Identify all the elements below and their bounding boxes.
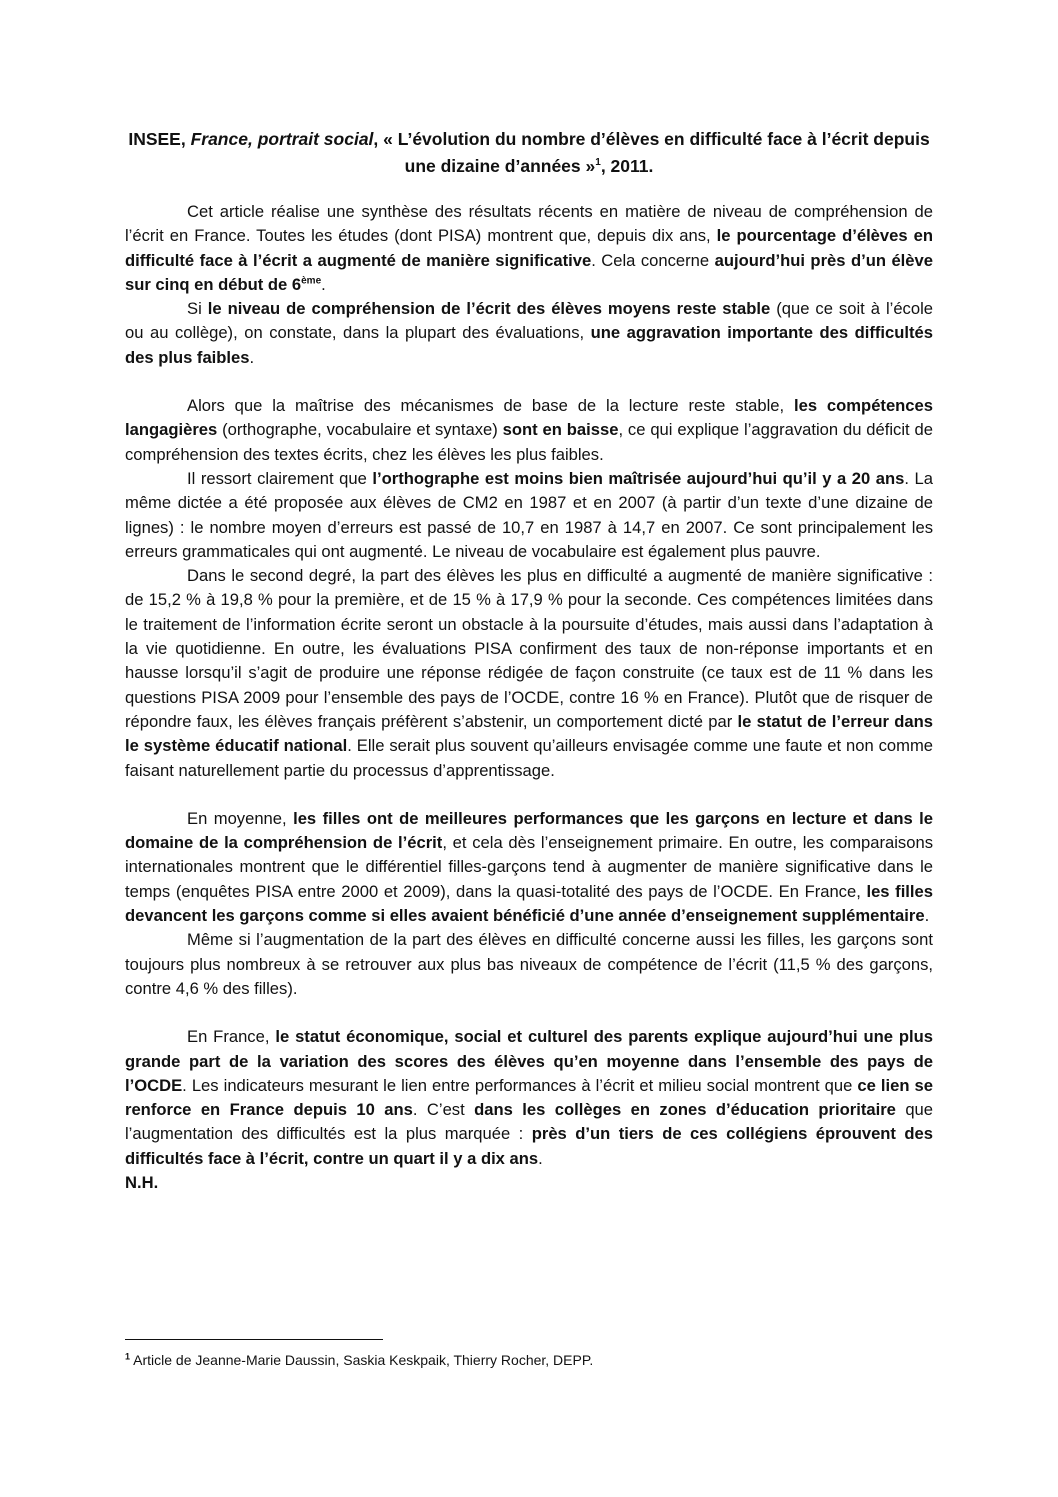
paragraph-8 — [125, 1025, 933, 1171]
text: . Elle serait plus souvent qu’ailleurs envisagée comme une faute et non comme faisant naturellement partie du processus d’apprentissage. — [125, 736, 933, 780]
paragraph-1 — [125, 200, 933, 297]
text: Cet article réalise une synthèse des résultats récents en matière de niveau de compréhension de l’écrit en France. Toutes les études (dont PISA) montrent que, depuis dix ans, — [125, 202, 933, 246]
superscript: ème — [301, 275, 322, 287]
emphasis: les filles ont de meilleures performances que les garçons en lecture et dans le domaine de la compréhension de l’écrit — [125, 808, 934, 853]
footnote-reference: 1 — [595, 157, 601, 169]
text: . — [538, 1148, 543, 1168]
text: (orthographe, vocabulaire et syntaxe) — [217, 420, 503, 440]
document-body — [125, 200, 933, 1195]
title-article: , « L’évolution du nombre d’élèves en difficulté face à l’écrit depuis une dizaine d’années » — [373, 129, 930, 176]
text: Même si l’augmentation de la part des élèves en difficulté concerne aussi les filles, les garçons sont toujours plus nombreux à se retrouver aux plus bas niveaux de compétence de l’écrit (11,5 % des garçons, contre 4,6 % des filles). — [125, 930, 933, 998]
text: que l’augmentation des difficultés est la plus marquée : — [125, 1100, 934, 1144]
title-year: , 2011. — [600, 156, 654, 176]
paragraph-spacer — [125, 1001, 933, 1025]
text: . C’est — [412, 1100, 475, 1120]
emphasis: le niveau de compréhension de l’écrit des élèves moyens reste stable — [207, 299, 771, 319]
emphasis: aujourd’hui près d’un élève sur cinq en début de 6 — [125, 250, 933, 294]
title-source: INSEE, — [128, 129, 191, 149]
text: Il ressort clairement que — [187, 468, 373, 488]
paragraph-spacer — [125, 370, 933, 394]
footnote-number: 1 — [125, 1351, 131, 1362]
title-publication: France, portrait social — [190, 129, 374, 149]
text: En moyenne, — [187, 808, 294, 828]
footnote-text: Article de Jeanne-Marie Daussin, Saskia Keskpaik, Thierry Rocher, DEPP. — [130, 1352, 594, 1368]
text: , et cela dès l’enseignement primaire. En outre, les comparaisons internationales montrent que le différentiel filles-garçons tend à augmenter de manière significative dans le temps (enquêtes PISA entre 2000 et 2009), dans la quasi-totalité des pays de l’OCDE. En France, — [125, 833, 933, 901]
text: Alors que la maîtrise des mécanismes de base de la lecture reste stable, — [187, 396, 794, 416]
paragraph-3 — [125, 394, 933, 467]
paragraph-5 — [125, 564, 933, 783]
document-title — [125, 126, 933, 180]
footnote-divider — [125, 1339, 383, 1340]
emphasis: les compétences langagières — [125, 396, 933, 440]
text: En France, — [187, 1027, 276, 1047]
text: . Cela concerne — [591, 250, 715, 270]
emphasis: une aggravation importante des difficultés des plus faibles — [125, 323, 933, 367]
text: Dans le second degré, la part des élèves les plus en difficulté a augmenté de manière significative : de 15,2 % à 19,8 % pour la première, et de 15 % à 17,9 % pour la seconde. Ces compétences limitées dans le traitement de l’information écrite seront un obstacle à la poursuite d’études, mais aussi dans l’adaptation à la vie quotidienne. En outre, les évaluations PISA confirment des taux de non-réponse importants et en hausse lorsqu’il s’agit de produire une réponse rédigée de façon construite (ce taux est de 11 % dans les questions PISA 2009 pour l’ensemble des pays de l’OCDE, contre 16 % en France). Plutôt que de risquer de répondre faux, les élèves français préfèrent s’abstenir, un comportement dicté par — [125, 566, 933, 731]
text: . — [249, 347, 255, 367]
emphasis: ce lien se renforce en France depuis 10 ans — [125, 1075, 933, 1120]
emphasis: sont en baisse — [502, 420, 619, 440]
paragraph-spacer — [125, 783, 933, 807]
emphasis: le statut de l’erreur dans le système éducatif national — [125, 711, 933, 756]
text: . Les indicateurs mesurant le lien entre performances à l’écrit et milieu social montrent que — [182, 1075, 858, 1095]
emphasis: près d’un tiers de ces collégiens éprouvent des difficultés face à l’écrit, contre un quart il y a dix ans — [125, 1124, 933, 1168]
paragraph-7 — [125, 928, 933, 1001]
text: (que ce soit à l’école ou au collège), on constate, dans la plupart des évaluations, — [125, 299, 933, 343]
paragraph-2 — [125, 297, 933, 370]
emphasis: l’orthographe est moins bien maîtrisée aujourd’hui qu’il y a 20 ans — [372, 468, 905, 488]
emphasis: le statut économique, social et culturel des parents explique aujourd’hui une plus grande part de la variation des scores des élèves qu’en moyenne dans l’ensemble des pays de l’OCDE — [125, 1027, 934, 1095]
text: . La même dictée a été proposée aux élèves de CM2 en 1987 et en 2007 (à partir d’un texte d’une dizaine de lignes) : le nombre moyen d’erreurs est passé de 10,7 en 1987 à 14,7 en 2007. Ce sont principalement les erreurs grammaticales qui ont augmenté. Le niveau de vocabulaire est également plus pauvre. — [125, 468, 933, 561]
emphasis: dans les collèges en zones d’éducation prioritaire — [474, 1100, 896, 1120]
text: . — [321, 274, 326, 294]
author-signature: N.H. — [125, 1172, 159, 1192]
text: . — [924, 906, 930, 926]
text: , ce qui explique l’aggravation du déficit de compréhension des textes écrits, chez les élèves les plus faibles. — [125, 420, 933, 464]
text: Si — [187, 299, 208, 319]
emphasis: les filles devancent les garçons comme si elles avaient bénéficié d’une année d’enseignement supplémentaire — [125, 881, 933, 926]
paragraph-4 — [125, 467, 933, 564]
emphasis: le pourcentage d’élèves en difficulté face à l’écrit a augmenté de manière significative — [125, 226, 933, 270]
paragraph-6 — [125, 807, 933, 928]
footnote — [125, 1350, 933, 1370]
